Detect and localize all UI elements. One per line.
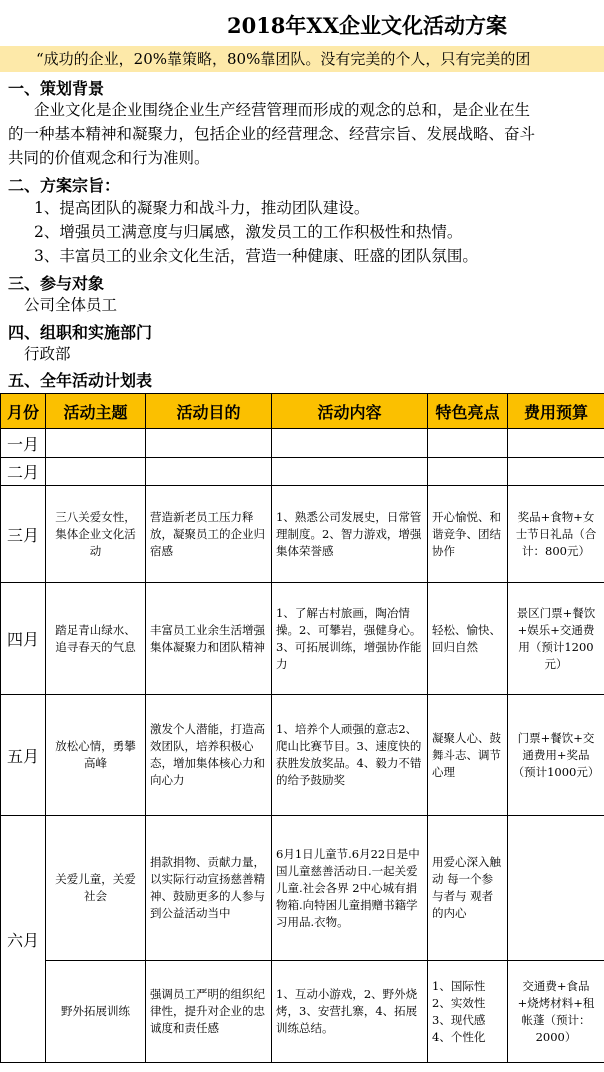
content-cell: 6月1日儿童节.6月22日是中国儿童慈善活动日.一起关爱儿童.社会各界 2中心城有捐物箱.向特困儿童捐赠书籍学习用品.衣物。 <box>272 816 428 961</box>
content-cell: 1、互动小游戏，2、野外烧烤，3、安营扎寨，4、拓展训练总结。 <box>272 961 428 1063</box>
purpose-cell: 捐款捐物、贡献力量，以实际行动宣扬慈善精神、鼓励更多的人参与到公益活动当中 <box>146 816 272 961</box>
department-text: 行政部 <box>24 345 71 363</box>
budget-cell: 门票+餐饮+交通费用+奖品（预计1000元） <box>508 695 604 816</box>
content-cell: 1、培养个人顽强的意志2、爬山比赛节目。3、速度快的获胜发放奖品。4、毅力不错的给予鼓励奖 <box>272 695 428 816</box>
theme-cell: 踏足青山绿水、追寻春天的气息 <box>46 583 146 695</box>
content-cell: 1、了解古村旅画，陶冶情操。2、可攀岩，强健身心。3、可拓展训练，增强协作能力 <box>272 583 428 695</box>
month-cell: 四月 <box>1 583 46 695</box>
month-cell: 五月 <box>1 695 46 816</box>
budget-cell: 交通费+食品+烧烤材料+租帐蓬（预计：2000） <box>508 961 604 1063</box>
table-header-row <box>1 394 604 429</box>
theme-cell: 三八关爱女性，集体企业文化活动 <box>46 486 146 583</box>
purpose-item-3: 3、丰富员工的业余文化生活，营造一种健康、旺盛的团队氛围。 <box>34 247 478 265</box>
section-heading-purpose: 二、方案宗旨： <box>8 176 121 195</box>
highlight-cell: 1、国际性 2、实效性 3、现代感 4、个性化 <box>428 961 508 1063</box>
budget-cell: 景区门票+餐饮+娱乐+交通费用（预计1200元） <box>508 583 604 695</box>
highlight-cell: 轻松、愉快、回归自然 <box>428 583 508 695</box>
table-row <box>1 583 604 695</box>
highlight-cell: 开心愉悦、和谐竞争、团结协作 <box>428 486 508 583</box>
month-cell: 二月 <box>1 458 46 486</box>
section-heading-department: 四、组职和实施部门 <box>8 323 153 342</box>
purpose-cell: 丰富员工业余生活增强集体凝聚力和团队精神 <box>146 583 272 695</box>
purpose-item-1: 1、提高团队的凝聚力和战斗力，推动团队建设。 <box>34 199 370 217</box>
background-line-2: 的一种基本精神和凝聚力，包括企业的经营理念、经营宗旨、发展战略、奋斗 <box>8 125 536 143</box>
purpose-cell: 强调员工严明的组织纪律性，提升对企业的忠诚度和责任感 <box>146 961 272 1063</box>
highlight-cell: 凝聚人心、鼓舞斗志、调节心理 <box>428 695 508 816</box>
content-cell: 1、熟悉公司发展史，日常管理制度。2、智力游戏，增强集体荣誉感 <box>272 486 428 583</box>
section-heading-background: 一、策划背景 <box>8 79 105 98</box>
header-highlight: 特色亮点 <box>428 394 508 429</box>
table-row <box>1 695 604 816</box>
header-month: 月份 <box>1 394 46 429</box>
month-cell: 六月 <box>1 816 46 1063</box>
theme-cell: 野外拓展训练 <box>46 961 146 1063</box>
section-heading-participants: 三、参与对象 <box>8 274 105 293</box>
table-row <box>1 429 604 458</box>
highlight-cell: 用爱心深入触动 每一个参与者与 观者的内心 <box>428 816 508 961</box>
month-cell: 一月 <box>1 429 46 458</box>
annual-activity-plan-table <box>0 393 604 1063</box>
budget-cell <box>508 816 604 961</box>
theme-cell: 放松心情，勇攀高峰 <box>46 695 146 816</box>
section-heading-plan-table: 五、全年活动计划表 <box>8 371 153 390</box>
background-line-3: 共同的价值观念和行为准则。 <box>8 149 210 167</box>
month-cell: 三月 <box>1 486 46 583</box>
table-row <box>1 816 604 961</box>
slogan-banner: “成功的企业，20%靠策略，80%靠团队。没有完美的个人，只有完美的团 <box>0 46 604 72</box>
header-budget: 费用预算 <box>508 394 604 429</box>
theme-cell: 关爱儿童，关爱社会 <box>46 816 146 961</box>
purpose-cell: 激发个人潜能，打造高效团队，培养积极心态，增加集体核心力和向心力 <box>146 695 272 816</box>
budget-cell: 奖品+食物+女士节日礼品（合计：800元） <box>508 486 604 583</box>
participants-text: 公司全体员工 <box>24 296 118 314</box>
header-purpose: 活动目的 <box>146 394 272 429</box>
table-row <box>1 486 604 583</box>
purpose-item-2: 2、增强员工满意度与归属感，激发员工的工作积极性和热情。 <box>34 223 463 241</box>
document-title: 2018年XX企业文化活动方案 <box>226 13 508 38</box>
header-theme: 活动主题 <box>46 394 146 429</box>
table-row <box>1 458 604 486</box>
header-content: 活动内容 <box>272 394 428 429</box>
table-row <box>1 961 604 1063</box>
purpose-cell: 营造新老员工压力释放，凝聚员工的企业归宿感 <box>146 486 272 583</box>
background-line-1: 企业文化是企业围绕企业生产经营管理而形成的观念的总和，是企业在生 <box>34 101 531 119</box>
